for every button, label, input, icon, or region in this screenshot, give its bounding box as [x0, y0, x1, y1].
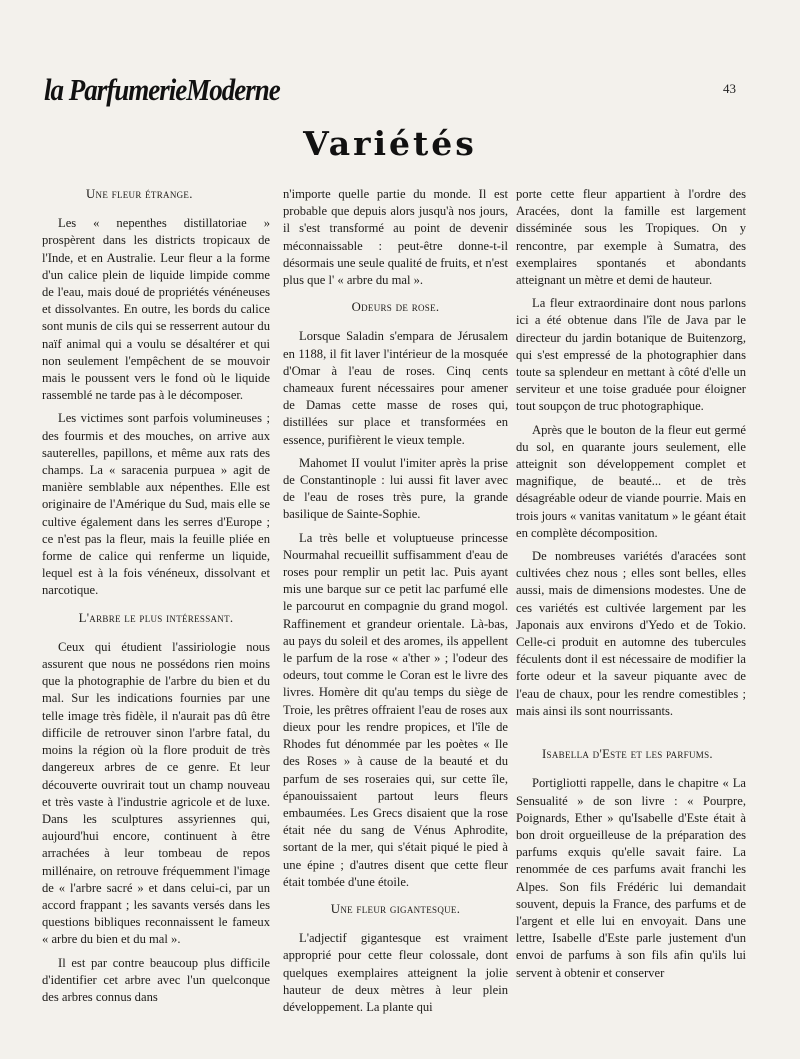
paragraph: La fleur extraordinaire dont nous parlons ici a été obtenue dans l'île de Java par le directeur du jardin botanique de Buitenzorg, qui s'est empressé de la photographier dans toute sa splendeur en mettant à côté d'elle un serviteur et une toise graduée pour éloigner tout soupçon de truc photographique.: [516, 296, 746, 414]
paragraph: Après que le bouton de la fleur eut germé du sol, en quarante jours seulement, elle atteignit son développement complet et magnifique, de beauté... et de très désagréable odeur de viande pourrie. Mais en trois jours « vanitas vanitatum » le géant était en complète décomposition.: [516, 422, 746, 540]
page-title: Variétés: [303, 124, 477, 163]
paragraph: Les « nepenthes distillatoriae » prospèrent dans les districts tropicaux de l'Inde, et en Australie. Leur fleur a la forme d'un calice plein de liquide limpide comme de l'eau, mais doué de propriétés vénéneuses et dissolvantes. En outre, les bords du calice sont munis de cils qui se resserrent autour du naïf animal qui a voulu se désaltérer et qui non seulement l'empêchent de se mouvoir mais le poussent vers le fond où le liquide rassemblé ne tarde pas à le décomposer.: [42, 216, 270, 403]
paragraph: Il est par contre beaucoup plus difficile d'identifier cet arbre avec l'un quelconque des arbres connus dans: [42, 955, 270, 1004]
paragraph: Portigliotti rappelle, dans le chapitre « La Sensualité » de son livre : « Pourpre, Poignards, Ether » qu'Isabelle d'Este était à bon droit orgueilleuse de la préparation des parfums exquis qu'elle savait faire. La renommée de ces parfums avait franchi les Alpes. Son fils Frédéric lui demandait souvent, depuis la France, des parfums et de l'argent et elle lui en envoyait. Dans une lettre, Isabelle d'Este parle justement d'un envoi de parfums à son fils afin qu'ils lui servent à obtenir et conserver: [516, 776, 746, 980]
paragraph: Lorsque Saladin s'empara de Jérusalem en 1188, il fit laver l'intérieur de la mosquée d'Omar à l'eau de roses. Cinq cents chameaux furent nécessaires pour amener de Damas cette masse de roses qui, distillées sur place et transformées en essence, purifièrent le vieux temple.: [283, 329, 508, 447]
section-heading-arbre: L'arbre le plus intéressant.: [78, 610, 234, 625]
paragraph: La très belle et voluptueuse princesse Nourmahal recueillit suffisamment d'eau de roses pour remplir un petit lac. Puis ayant mis une barque sur ce petit lac parfumé elle le parcourut en compagnie du grand mogol. Raffinement et grandeur orientale. Là-bas, au pays du soleil et des aromes, ils appellent le parfum de la rose « a'ther » ; l'odeur des odeurs, tout comme le Coran est le livre des livres. Homère dit qu'au temps du siège de Troie, les prêtres offraient l'eau de roses aux dieux pour les rendre propices, et l'île de Rhodes fut dénommée par les poètes « Ile des Roses » à cause de la beauté et du parfum de ses roseraies qui, sur cette île, épanouissaient partout leurs fleurs embaumées. Les Grecs disaient que la rose était née du sang de Vénus Aphrodite, sortant de la mer, qui s'était piqué le pied à une épine ; d'autres disent que cette fleur était tombée d'une étoile.: [283, 530, 508, 889]
paragraph: Ceux qui étudient l'assiriologie nous assurent que nous ne possédons rien moins que la photographie de l'arbre du bien et du mal. Sur les indications fournies par une telle image très fidèle, il n'aurait pas dû être difficile de retrouver sinon l'arbre fatal, du moins la région où la flore produit de très dangereux arbres de ce genre. Et leur découverte ouvrirait tout un champ nouveau et très vaste à l'industrie agricole et de luxe. Dans les sculptures assyriennes qui, aujourd'hui encore, continuent à être arrachées à leur tombeau de repos millénaire, on retrouve fréquemment l'image de « l'arbre sacré » et dans celui-ci, par un accord frappant ; les savants versés dans les questions bibliques reconnaissent le fameux « arbre du bien et du mal ».: [42, 639, 270, 947]
masthead-logo: la ParfumerieModerne: [44, 73, 280, 107]
section-heading-fleur-gigantesque: Une fleur gigantesque.: [330, 901, 461, 916]
section-heading-fleur-etrange: Une fleur étrange.: [86, 187, 193, 201]
column-1: [42, 186, 270, 1012]
paragraph: porte cette fleur appartient à l'ordre des Aracées, dont la famille est largement disséminée sous les Tropiques. On y rencontre, par exemple à Sumatra, des exemplaires spontanés et abondants atteignant un mètre et demi de hauteur.: [516, 187, 746, 288]
paragraph: n'importe quelle partie du monde. Il est probable que depuis alors jusqu'à nos jours, il s'est transformé au point de devenir méconnaissable : peut-être donne-t-il désormais une seule qualité de fruits, et n'est plus que l' « arbre du mal ».: [283, 187, 508, 288]
paragraph: L'adjectif gigantesque est vraiment approprié pour cette fleur colossale, dont quelques exemplaires atteignent la jolie hauteur de deux mètres à leur plein développement. La plante qui: [283, 931, 508, 1014]
column-3: [516, 186, 746, 988]
paragraph: Mahomet II voulut l'imiter après la prise de Constantinople : lui aussi fit laver avec de l'eau de roses très pure, la grande basilique de Sainte-Sophie.: [283, 455, 508, 522]
section-heading-isabella-d-este: Isabella d'Este et les parfums.: [542, 747, 713, 762]
section-heading-odeurs-de-rose: Odeurs de rose.: [351, 300, 440, 315]
paragraph: De nombreuses variétés d'aracées sont cultivées chez nous ; elles sont belles, elles aussi, mais de dimensions modestes. Une de ces variétés est cultivée largement par les Japonais aux environs d'Yedo et de Tokio. Celle-ci produit en automne des tubercules féculents dont il est nécessaire de modifier la forte odeur et la saveur piquante avec de l'eau de chaux, pour les rendre comestibles ; mais ainsi ils sont nourrissants.: [516, 549, 746, 718]
paragraph: Les victimes sont parfois volumineuses ; des fourmis et des mouches, on arrive aux sauterelles, papillons, et même aux rats des champs. La « saracenia purpuea » agit de manière semblable aux népenthes. Elle est originaire de l'Amérique du Sud, mais elle se cultive également dans les serres d'Europe ; ce n'est pas la fleur, mais la feuille pliée en forme de calice qui renferme un liquide, lequel est à la fois vénéneux, dissolvant et narcotique.: [42, 411, 270, 598]
page-number: 43: [723, 81, 736, 96]
column-2: [283, 186, 508, 1022]
